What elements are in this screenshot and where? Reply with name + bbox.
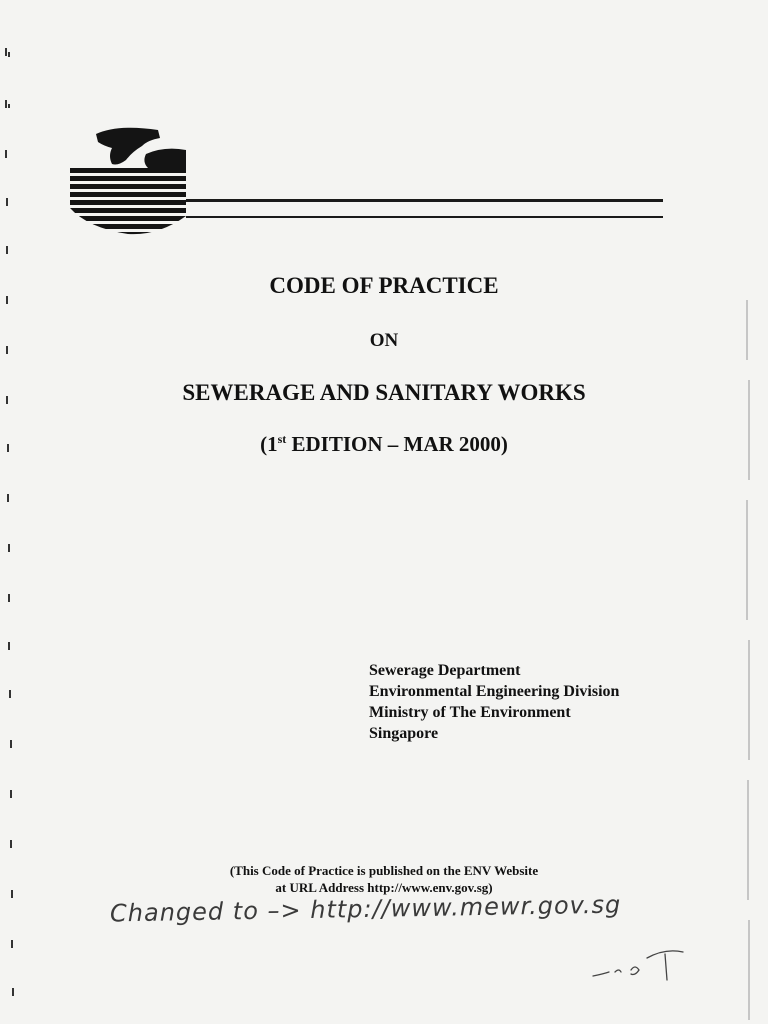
publisher-country: Singapore [369, 725, 439, 742]
document-title: CODE OF PRACTICE [269, 273, 499, 298]
edition-prefix: (1 [260, 432, 278, 456]
publication-note-line1: (This Code of Practice is published on the ENV Website [229, 863, 539, 878]
document-connector: ON [369, 330, 399, 351]
header-rule-top [186, 199, 663, 202]
publisher-department: Sewerage Department [369, 662, 521, 679]
publisher-division: Environmental Engineering Division [369, 683, 620, 700]
edition-suffix: EDITION – MAR 2000) [286, 432, 508, 456]
edition-superscript: st [277, 432, 287, 446]
publisher-block [369, 660, 619, 744]
publication-note [0, 862, 768, 896]
document-subject: SEWERAGE AND SANITARY WORKS [182, 380, 586, 405]
handwritten-initials [585, 940, 695, 990]
publisher-ministry: Ministry of The Environment [369, 704, 571, 721]
ministry-logo-icon [68, 124, 190, 236]
document-edition [0, 432, 768, 457]
scan-edge-marks [735, 300, 755, 1020]
publication-note-line2: at URL Address http://www.env.gov.sg) [275, 880, 493, 895]
header-rule-bottom [186, 216, 663, 218]
handwritten-annotation: Changed to –> http://www.mewr.gov.sg [109, 890, 622, 928]
